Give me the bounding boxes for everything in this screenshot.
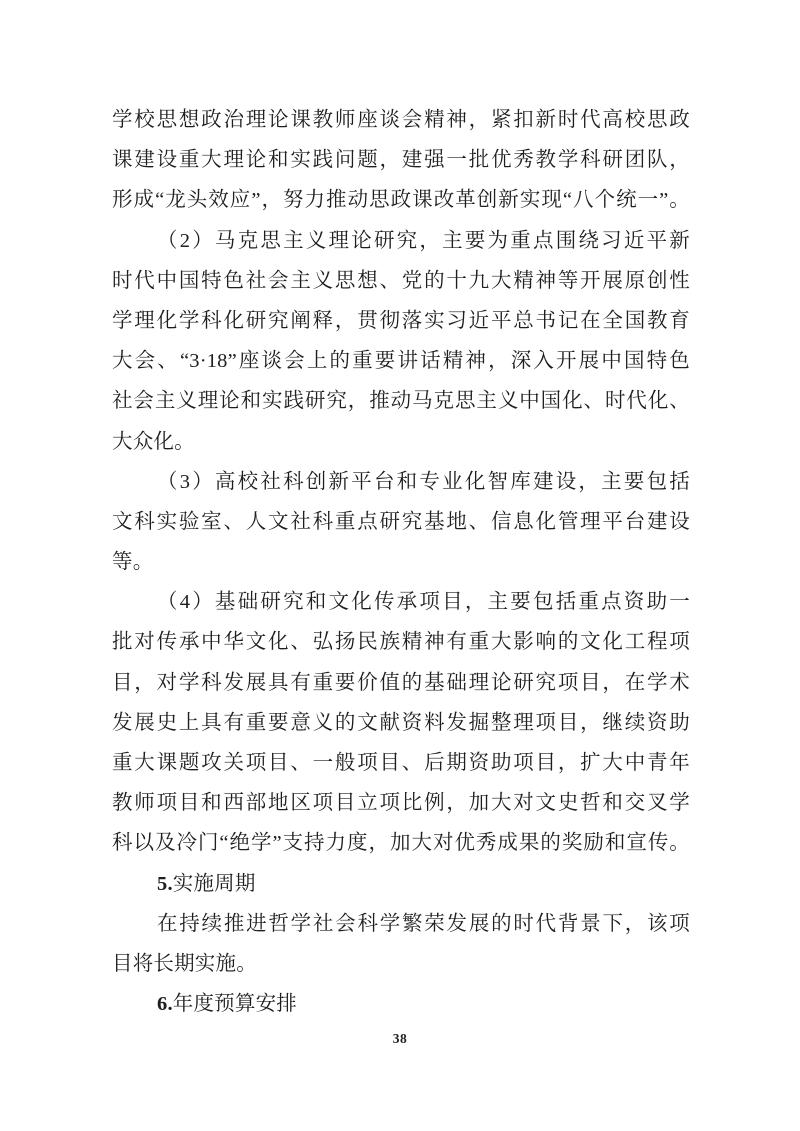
text-line: 课建设重大理论和实践问题，建强一批优秀教学科研团队， bbox=[112, 149, 690, 172]
text-line: 重大课题攻关项目、一般项目、后期资助项目，扩大中青年 bbox=[112, 752, 690, 774]
paragraph-5-last-line: 目将长期实施。 bbox=[112, 952, 257, 975]
paragraph-4-first-line: （4）基础研究和文化传承项目，主要包括重点资助一 bbox=[157, 591, 690, 614]
paragraph-3-last-line: 等。 bbox=[112, 551, 154, 574]
heading-5-text: 实施周期 bbox=[172, 872, 256, 895]
paragraph-3-first-line: （3）高校社科创新平台和专业化智库建设，主要包括 bbox=[157, 470, 690, 493]
paragraph-5-first-line: 在持续推进哲学社会科学繁荣发展的时代背景下，该项 bbox=[157, 912, 690, 935]
text-line: 大会、“3·18”座谈会上的重要讲话精神，深入开展中国特色 bbox=[112, 350, 690, 373]
text-line: 时代中国特色社会主义思想、党的十九大精神等开展原创性 bbox=[112, 269, 690, 292]
text-line: 目，对学科发展具有重要价值的基础理论研究项目，在学术 bbox=[112, 671, 690, 694]
heading-6-text: 年度预算安排 bbox=[172, 993, 297, 1016]
section-heading-6 bbox=[112, 984, 690, 1024]
heading-5-number: 5. bbox=[157, 872, 173, 895]
text-line: 形成“龙头效应”，努力推动思政课改革创新实现“八个统一”。 bbox=[112, 189, 690, 212]
section-heading-5 bbox=[112, 864, 690, 904]
page-number: 38 bbox=[392, 1031, 408, 1046]
body-text-block bbox=[112, 100, 690, 1024]
paragraph-2-last-line: 大众化。 bbox=[112, 430, 195, 453]
paragraph-2-first-line: （2）马克思主义理论研究，主要为重点围绕习近平新 bbox=[157, 229, 690, 252]
text-line: 社会主义理论和实践研究，推动马克思主义中国化、时代化、 bbox=[112, 390, 690, 413]
heading-6-number: 6. bbox=[157, 993, 173, 1016]
paragraph-4-last-line: 科以及冷门“绝学”支持力度，加大对优秀成果的奖励和宣传。 bbox=[112, 832, 690, 855]
text-line: 发展史上具有重要意义的文献资料发掘整理项目，继续资助 bbox=[112, 711, 690, 734]
text-line: 学校思想政治理论课教师座谈会精神，紧扣新时代高校思政 bbox=[112, 109, 690, 131]
text-line: 学理化学科化研究阐释，贯彻落实习近平总书记在全国教育 bbox=[112, 309, 690, 332]
text-line: 教师项目和西部地区项目立项比例，加大对文史哲和交叉学 bbox=[112, 792, 690, 815]
text-line: 批对传承中华文化、弘扬民族精神有重大影响的文化工程项 bbox=[112, 631, 690, 654]
text-line: 文科实验室、人文社科重点研究基地、信息化管理平台建设 bbox=[112, 510, 690, 533]
